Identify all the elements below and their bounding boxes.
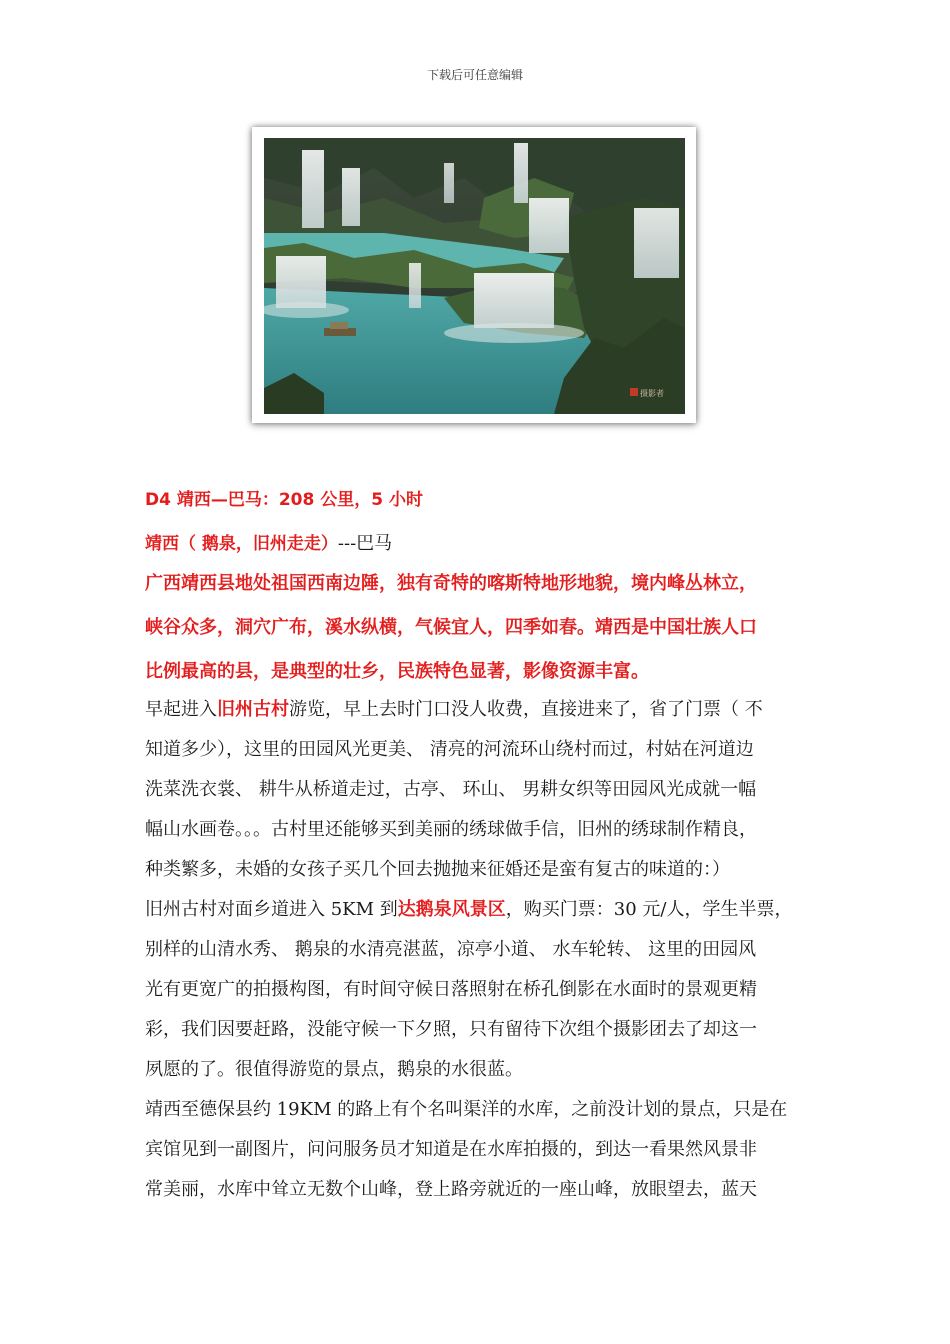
para1-line-2: 知道多少），这里的田园风光更美、 清亮的河流环山绕村而过，村姑在河道边 — [145, 739, 754, 760]
place-jiuzhou-village: 旧州古村 — [217, 699, 289, 720]
para1-line-5: 种类繁多，未婚的女孩子买几个回去抛抛来征婚还是蛮有复古的味道的：） — [145, 859, 730, 880]
intro-line-3: 比例最高的县，是典型的壮乡，民族特色显著，影像资源丰富。 — [145, 661, 649, 682]
waterfall-image — [264, 138, 685, 414]
para2-line-5: 夙愿的了。很值得游览的景点，鹅泉的水很蓝。 — [145, 1059, 523, 1080]
para1-line-1: 早起进入旧州古村游览，早上去时门口没人收费，直接进来了，省了门票（ 不 — [145, 699, 763, 720]
waterfall-photo — [252, 127, 696, 423]
subtitle-route-highlight: 靖西（ 鹅泉，旧州走走） — [145, 534, 338, 554]
para1-line-3: 洗菜洗衣裳、 耕牛从桥道走过，古亭、 环山、 男耕女织等田园风光成就一幅 — [145, 779, 757, 800]
intro-line-1: 广西靖西县地处祖国西南边陲，独有奇特的喀斯特地形地貌，境内峰丛林立， — [145, 573, 757, 594]
para3-line-2: 宾馆见到一副图片，问问服务员才知道是在水库拍摄的，到达一看果然风景非 — [145, 1139, 757, 1160]
intro-line-2: 峡谷众多，洞穴广布，溪水纵横，气候宜人，四季如春。靖西是中国壮族人口 — [145, 617, 757, 638]
para3-line-1: 靖西至德保县约 19KM 的路上有个名叫渠洋的水库，之前没计划的景点，只是在 — [145, 1099, 788, 1120]
section-title: D4 靖西—巴马：208 公里，5 小时 — [145, 490, 424, 510]
section-subtitle — [145, 534, 392, 554]
photo-watermark: 摄影者 — [640, 389, 664, 398]
para2-line-2: 别样的山清水秀、 鹅泉的水清亮湛蓝，凉亭小道、 水车轮转、 这里的田园风 — [145, 939, 757, 960]
para2-line-1: 旧州古村对面乡道进入 5KM 到达鹅泉风景区，购买门票：30 元/人，学生半票， — [145, 899, 793, 920]
para1-line-4: 幅山水画卷。。。古村里还能够买到美丽的绣球做手信，旧州的绣球制作精良， — [145, 819, 757, 840]
place-equan-scenic-area: 达鹅泉风景区 — [397, 899, 506, 920]
page-header: 下载后可任意编辑 — [426, 68, 523, 82]
para3-line-3: 常美丽，水库中耸立无数个山峰，登上路旁就近的一座山峰，放眼望去，蓝天 — [145, 1179, 757, 1200]
subtitle-destination: ---巴马 — [337, 533, 393, 554]
para2-line-3: 光有更宽广的拍摄构图，有时间守候日落照射在桥孔倒影在水面时的景观更精 — [145, 979, 757, 1000]
para2-line-4: 彩，我们因要赶路，没能守候一下夕照，只有留待下次组个摄影团去了却这一 — [145, 1019, 757, 1040]
photo-seal-mark — [630, 388, 638, 396]
